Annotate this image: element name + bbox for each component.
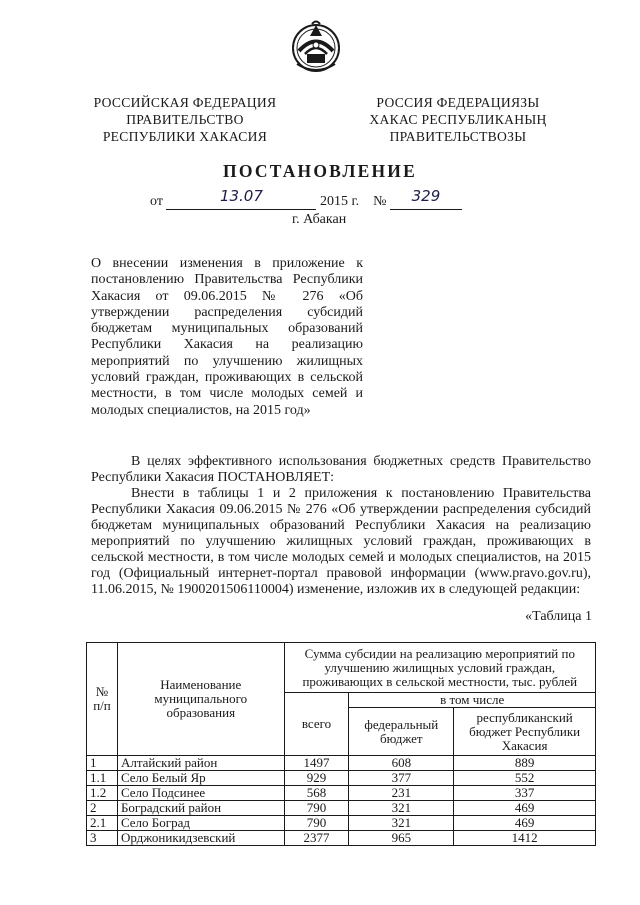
header-total: всего [284,693,349,756]
table-row [87,771,596,786]
subject-block [91,256,363,419]
cell-federal: 231 [349,786,454,801]
body-paragraph-2: Внести в таблицы 1 и 2 приложения к постановлению Правительства Республики Хакасия 09.06.2015 № 276 «Об утверждении распределения субсидий бюджетам муниципальных образований Республики Хакасия на реализацию мероприятий по улучшению жилищных условий граждан, проживающих в сельской местности, в том числе молодых семей и молодых специалистов, на 2015 год (Официальный интернет-портал правовой информации (www.pravo.gov.ru), 11.06.2015, № 1900201506110004) изменение, изложив их в следующей редакции: [91,486,591,597]
cell-name: Орджоникидзевский [117,831,284,846]
cell-name: Село Боград [117,816,284,831]
header-sum: Сумма субсидии на реализацию мероприятий по улучшению жилищных условий граждан, проживающих в сельской местности, тыс. рублей [284,643,595,693]
header-num: № п/п [87,643,118,756]
cell-federal: 321 [349,801,454,816]
table-row [87,756,596,771]
cell-federal: 377 [349,771,454,786]
date-number-line [150,187,462,210]
header-left-line: РОССИЙСКАЯ ФЕДЕРАЦИЯ [93,95,277,110]
header-right-line: ХАКАС РЕСПУБЛИКАНЫҢ [369,112,547,127]
cell-republic: 1412 [454,831,596,846]
cell-federal: 321 [349,816,454,831]
subject-text: О внесении изменения в приложение к постановлению Правительства Республики Хакасия от 09.06.2015 № 276 «Об утверждении распределения субсидий бюджетам муниципальных образований Республики Хакасия на реализацию мероприятий по улучшению жилищных условий граждан, проживающих в сельской местности, в том числе молодых семей и молодых специалистов, на 2015 год» [91,256,363,418]
cell-num: 1 [87,756,118,771]
table-caption: «Таблица 1 [525,609,592,624]
header-right-line: ПРАВИТЕЛЬСТВОЗЫ [389,129,527,144]
date-field [166,187,316,210]
year-label: 2015 г. [319,194,360,209]
table-row [87,786,596,801]
header-name: Наименование муниципального образования [117,643,284,756]
cell-num: 1.2 [87,786,118,801]
cell-total: 568 [284,786,349,801]
cell-total: 2377 [284,831,349,846]
cell-total: 929 [284,771,349,786]
cell-total: 790 [284,801,349,816]
document-title: ПОСТАНОВЛЕНИЕ [223,161,417,181]
handwritten-date: 13.07 [219,187,263,205]
city-label: г. Абакан [292,212,347,227]
cell-name: Село Белый Яр [117,771,284,786]
body-text [91,454,591,598]
cell-republic: 889 [454,756,596,771]
cell-total: 790 [284,816,349,831]
number-label: № [373,194,387,209]
table-row [87,816,596,831]
number-field [390,187,462,210]
body-paragraph-1: В целях эффективного использования бюджетных средств Правительство Республики Хакасия ПОСТАНОВЛЯЕТ: [91,454,591,485]
republic-of-khakassia-emblem-icon [291,18,341,74]
cell-federal: 965 [349,831,454,846]
subsidy-table [86,642,596,846]
cell-num: 2.1 [87,816,118,831]
cell-name: Боградский район [117,801,284,816]
header-left-line: РЕСПУБЛИКИ ХАКАСИЯ [102,129,268,144]
cell-republic: 469 [454,801,596,816]
cell-republic: 469 [454,816,596,831]
header-right-line: РОССИЯ ФЕДЕРАЦИЯЗЫ [376,95,540,110]
header-federal: федеральный бюджет [349,708,454,756]
table-row [87,831,596,846]
header-republic: республиканский бюджет Республики Хакасия [454,708,596,756]
table-row [87,801,596,816]
handwritten-number: 329 [411,187,441,205]
header-including: в том числе [349,693,596,708]
cell-republic: 337 [454,786,596,801]
cell-num: 1.1 [87,771,118,786]
cell-name: Село Подсинее [117,786,284,801]
header-left-russian [80,94,290,145]
header-left-line: ПРАВИТЕЛЬСТВО [126,112,244,127]
cell-total: 1497 [284,756,349,771]
cell-num: 3 [87,831,118,846]
cell-name: Алтайский район [117,756,284,771]
cell-num: 2 [87,801,118,816]
date-prefix: от [150,194,163,209]
cell-federal: 608 [349,756,454,771]
header-right-khakas [358,94,558,145]
cell-republic: 552 [454,771,596,786]
